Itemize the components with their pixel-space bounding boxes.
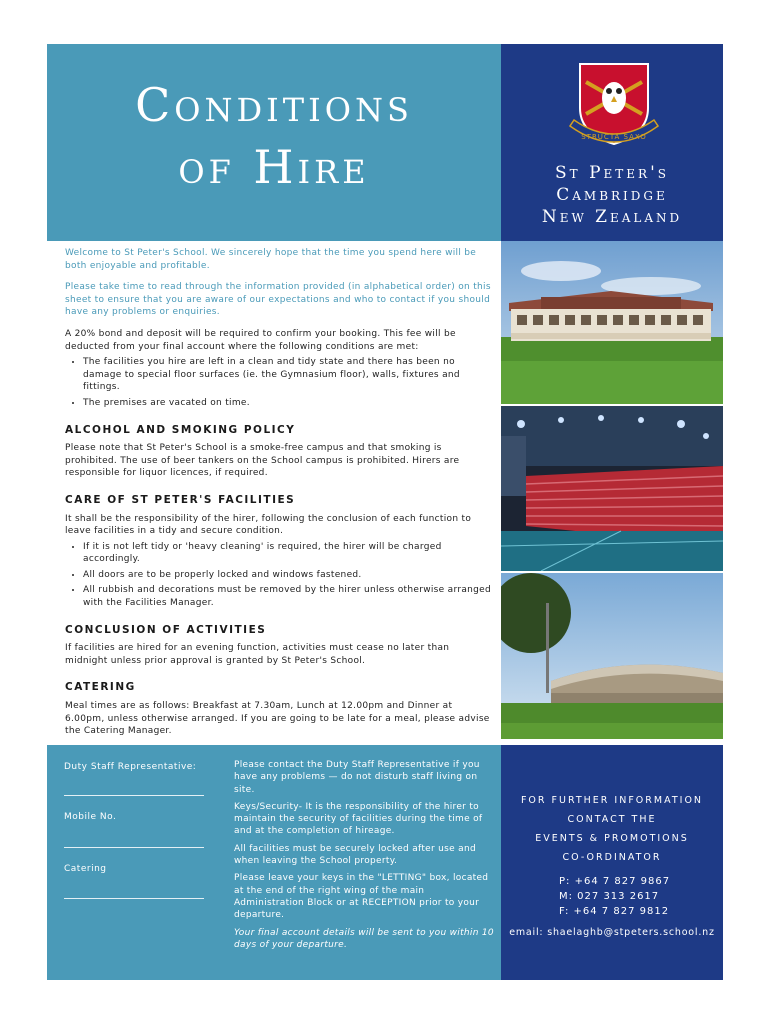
leave-keys-text: Please leave your keys in the "LETTING" box, located at the end of the right wing of the main Administration Block or at RECEPTION prior to your departure. [234, 873, 489, 921]
contact-line-3: EVENTS & PROMOTIONS [535, 833, 689, 844]
final-account-text: Your final account details will be sent to you within 10 days of your departure. [234, 927, 494, 950]
conclusion-heading: CONCLUSION OF ACTIVITIES [65, 623, 267, 636]
mobile-number: M: 027 313 2617 [559, 891, 660, 902]
care-heading: CARE OF ST PETER'S FACILITIES [65, 493, 296, 506]
locked-text: All facilities must be securely locked after use and when leaving the School property. [234, 843, 476, 867]
list-item: • All rubbish and decorations must be removed by the hirer unless otherwise arranged with the Facilities Manager. [83, 584, 493, 609]
list-item: • If it is not left tidy or 'heavy cleaning' is required, the hirer will be charged accordingly. [83, 541, 493, 566]
catering-heading: CATERING [65, 681, 136, 694]
list-item: • The premises are vacated on time. [83, 397, 493, 410]
care-text: It shall be the responsibility of the hirer, following the conclusion of each function to leave facilities in a tidy and secure condition. [65, 513, 472, 537]
duty-staff-field-line [64, 795, 204, 796]
title-line-2: of Hire [178, 140, 370, 194]
school-panel [501, 44, 723, 241]
bond-text: A 20% bond and deposit will be required to confirm your booking. This fee will be deducted from your final account where the following conditions are met: [65, 328, 456, 352]
auditorium-photo [501, 406, 723, 571]
school-name: St Peter's [555, 163, 669, 183]
school-crest-logo [566, 60, 662, 152]
please-read-text: Please take time to read through the information provided (in alphabetical order) on this sheet to ensure that you are aware of our expectations and who to contact if you should have any problems or enquiries. [65, 282, 491, 318]
catering-field-line [64, 898, 204, 899]
gymnasium-photo [501, 573, 723, 739]
contact-duty-text: Please contact the Duty Staff Representative if you have any problems — do not disturb staff living on site. [234, 760, 480, 795]
hire-instructions [234, 759, 496, 956]
list-item: • The facilities you hire are left in a clean and tidy state and there has been no damage to special floor surfaces (ie. the Gymnasium floor), walls, fixtures and fittings. [83, 356, 493, 394]
conditions-body [65, 247, 493, 747]
conclusion-text: If facilities are hired for an evening function, activities must cease no later than midnight unless prior approval is granted by St Peter's School. [65, 643, 450, 666]
contact-line-4: CO-ORDINATOR [562, 852, 662, 863]
email-link[interactable]: email: shaelaghb@stpeters.school.nz [509, 927, 715, 938]
duty-staff-label: Duty Staff Representative: [64, 762, 197, 772]
mobile-field-line [64, 847, 204, 848]
school-town: Cambridge [556, 185, 668, 205]
contact-panel [501, 745, 723, 980]
care-list [65, 541, 493, 610]
fax-number: F: +64 7 827 9812 [559, 906, 670, 917]
school-country: New Zealand [541, 207, 683, 227]
title-panel [47, 44, 501, 241]
contact-line-1: FOR FURTHER INFORMATION [520, 795, 704, 806]
mobile-label: Mobile No. [64, 812, 117, 822]
contact-line-2: CONTACT THE [567, 814, 657, 825]
alcohol-text: Please note that St Peter's School is a smoke-free campus and that smoking is prohibited. The use of beer tankers on the School campus is prohibited. Hirers are responsible for liquor licences, if required. [65, 443, 460, 479]
alcohol-heading: ALCOHOL AND SMOKING POLICY [65, 423, 296, 436]
phone-number: P: +64 7 827 9867 [559, 876, 671, 887]
catering-label: Catering [64, 864, 107, 874]
keys-security-text: Keys/Security- It is the responsibility of the hirer to maintain the security of facilities during the time of and at the completion of hireage. [234, 801, 483, 837]
bond-conditions-list [65, 356, 493, 409]
list-item: • All doors are to be properly locked and windows fastened. [83, 569, 493, 582]
title-line-1: Conditions [135, 78, 413, 132]
school-building-photo [501, 241, 723, 404]
conditions-of-hire-sheet [47, 44, 723, 980]
hire-info-panel [47, 745, 501, 980]
crest-motto: STRUCTA SAXO [581, 133, 647, 141]
welcome-text: Welcome to St Peter's School. We sincerely hope that the time you spend here will be both enjoyable and profitable. [65, 248, 477, 271]
catering-text: Meal times are as follows: Breakfast at 7.30am, Lunch at 12.00pm and Dinner at 6.00pm, unless otherwise arranged. If you are going to be late for a meal, please advise the Catering Manager. [65, 701, 490, 737]
